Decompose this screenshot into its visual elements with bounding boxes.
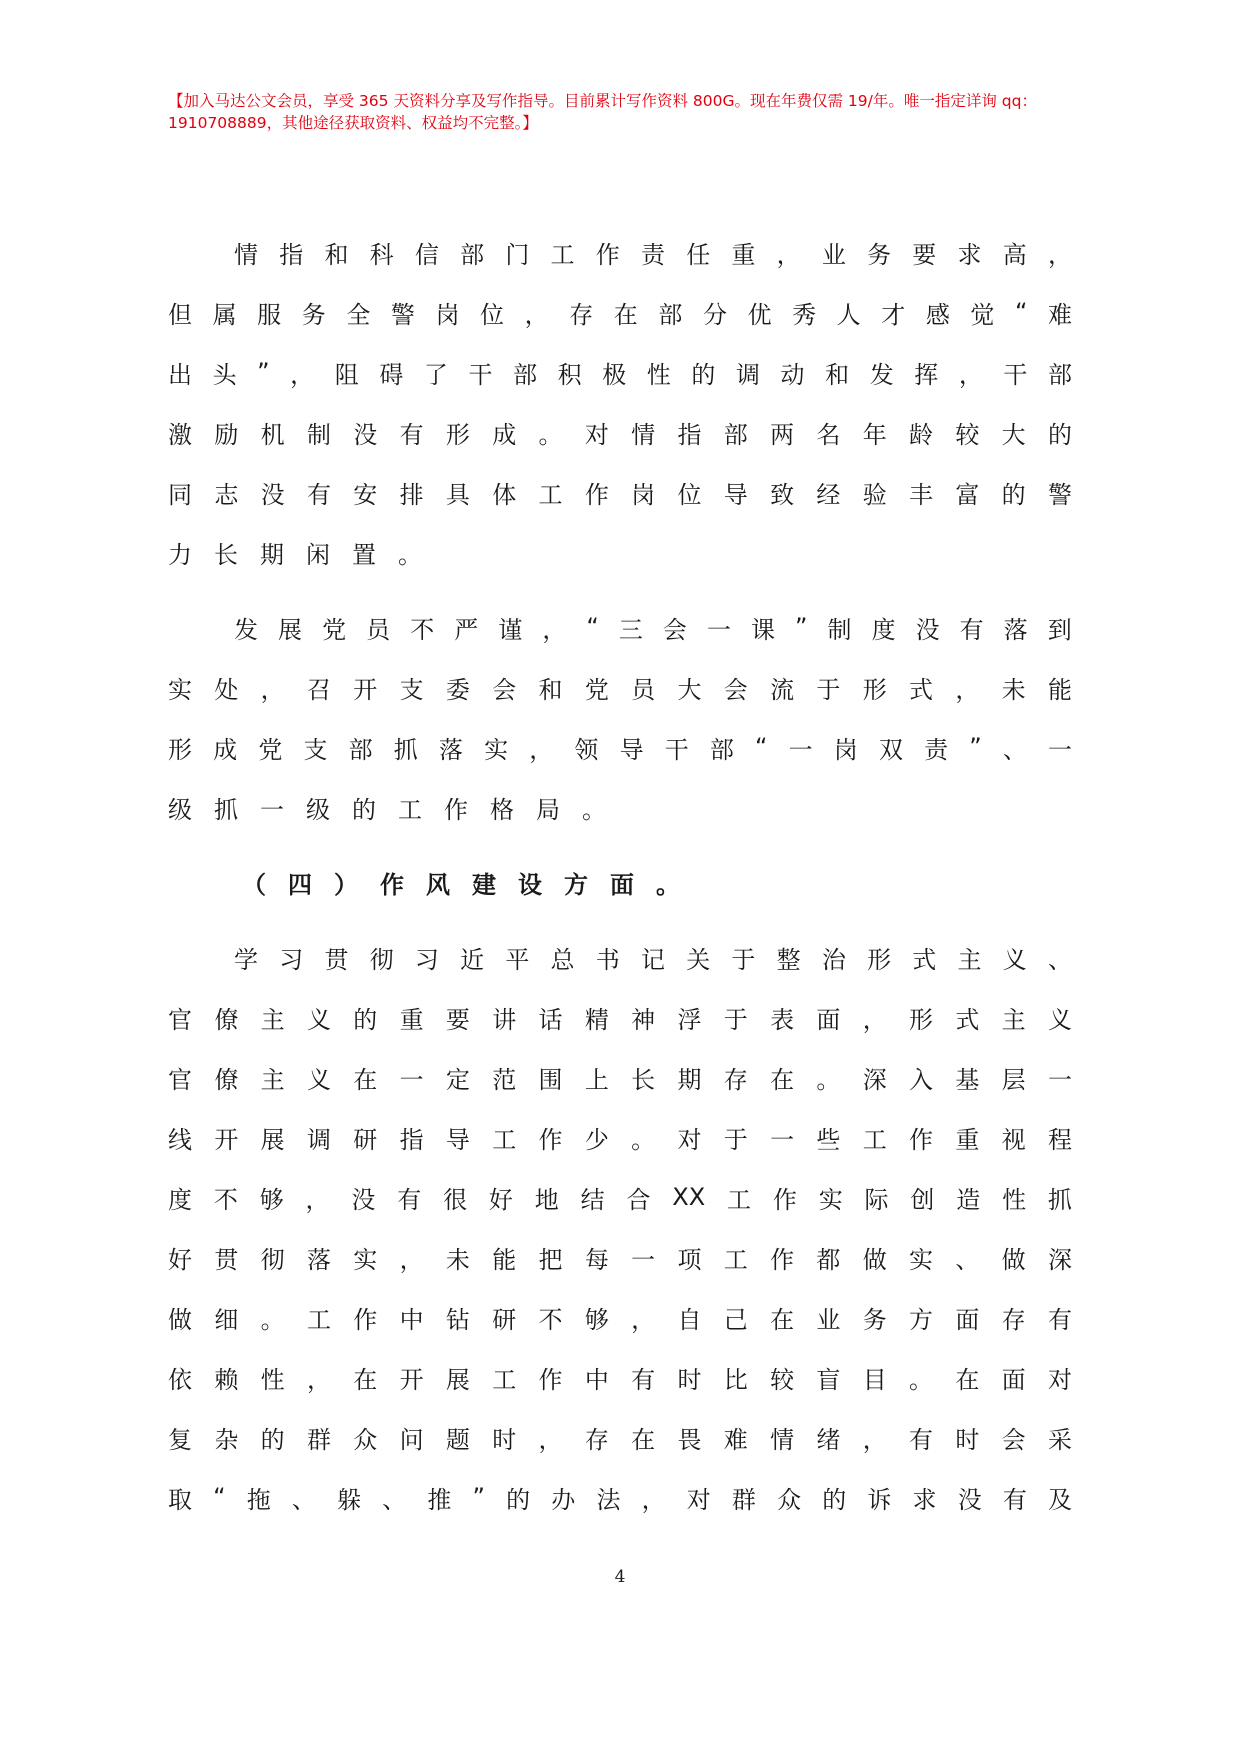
- paragraph-3: [168, 927, 1072, 1527]
- paragraph-1: [168, 222, 1072, 582]
- text-line: 官 僚 主 义 的 重 要 讲 话 精 神 浮 于 表 面 ， 形 式 主 义: [168, 1005, 1072, 1034]
- paragraph-2: [168, 597, 1072, 837]
- text-line: 形 成 党 支 部 抓 落 实 ， 领 导 干 部 “ 一 岗 双 责 ” 、 一: [168, 733, 1072, 764]
- text-line: 复 杂 的 群 众 问 题 时 ， 存 在 畏 难 情 绪 ， 有 时 会 采: [168, 1425, 1072, 1454]
- text-line: 实 处 ， 召 开 支 委 会 和 党 员 大 会 流 于 形 式 ， 未 能: [168, 675, 1072, 704]
- text-line: 同 志 没 有 安 排 具 体 工 作 岗 位 导 致 经 验 丰 富 的 警: [168, 480, 1072, 509]
- text-line: 做 细 。 工 作 中 钻 研 不 够 ， 自 己 在 业 务 方 面 存 有: [168, 1305, 1072, 1334]
- text-line: 但 属 服 务 全 警 岗 位 ， 存 在 部 分 优 秀 人 才 感 觉 “ 难: [168, 298, 1072, 329]
- text-line: 激 励 机 制 没 有 形 成 。 对 情 指 部 两 名 年 龄 较 大 的: [168, 420, 1072, 449]
- text-line: 度 不 够 ， 没 有 很 好 地 结 合 XX 工 作 实 际 创 造 性 抓: [168, 1183, 1072, 1214]
- text-line: 好 贯 彻 落 实 ， 未 能 把 每 一 项 工 作 都 做 实 、 做 深: [168, 1245, 1072, 1274]
- text-line: 学 习 贯 彻 习 近 平 总 书 记 关 于 整 治 形 式 主 义 、: [234, 945, 1072, 974]
- text-line: 情 指 和 科 信 部 门 工 作 责 任 重 ， 业 务 要 求 高 ，: [234, 240, 1072, 269]
- document-body: [168, 222, 1072, 1542]
- section-heading: （ 四 ） 作 风 建 设 方 面 。: [242, 870, 680, 899]
- text-line: 依 赖 性 ， 在 开 展 工 作 中 有 时 比 较 盲 目 。 在 面 对: [168, 1365, 1072, 1394]
- text-line: 出 头 ” ， 阻 碍 了 干 部 积 极 性 的 调 动 和 发 挥 ， 干 部: [168, 358, 1072, 389]
- text-line: 级 抓 一 级 的 工 作 格 局 。: [168, 795, 606, 824]
- text-line: 发 展 党 员 不 严 谨 ， “ 三 会 一 课 ” 制 度 没 有 落 到: [234, 613, 1072, 644]
- page-number: 4: [614, 1567, 626, 1587]
- text-line: 力 长 期 闲 置 。: [168, 540, 422, 569]
- text-line: 取 “ 拖 、 躲 、 推 ” 的 办 法 ， 对 群 众 的 诉 求 没 有 及: [168, 1483, 1072, 1514]
- text-line: 线 开 展 调 研 指 导 工 作 少 。 对 于 一 些 工 作 重 视 程: [168, 1125, 1072, 1154]
- membership-notice: 【加入马达公文会员，享受 365 天资料分享及写作指导。目前累计写作资料 800G。现在年费仅需 19/年。唯一指定详询 qq：1910708889，其他途径获取资料、权益均不完整。】: [168, 92, 1037, 132]
- text-line: 官 僚 主 义 在 一 定 范 围 上 长 期 存 在 。 深 入 基 层 一: [168, 1065, 1072, 1094]
